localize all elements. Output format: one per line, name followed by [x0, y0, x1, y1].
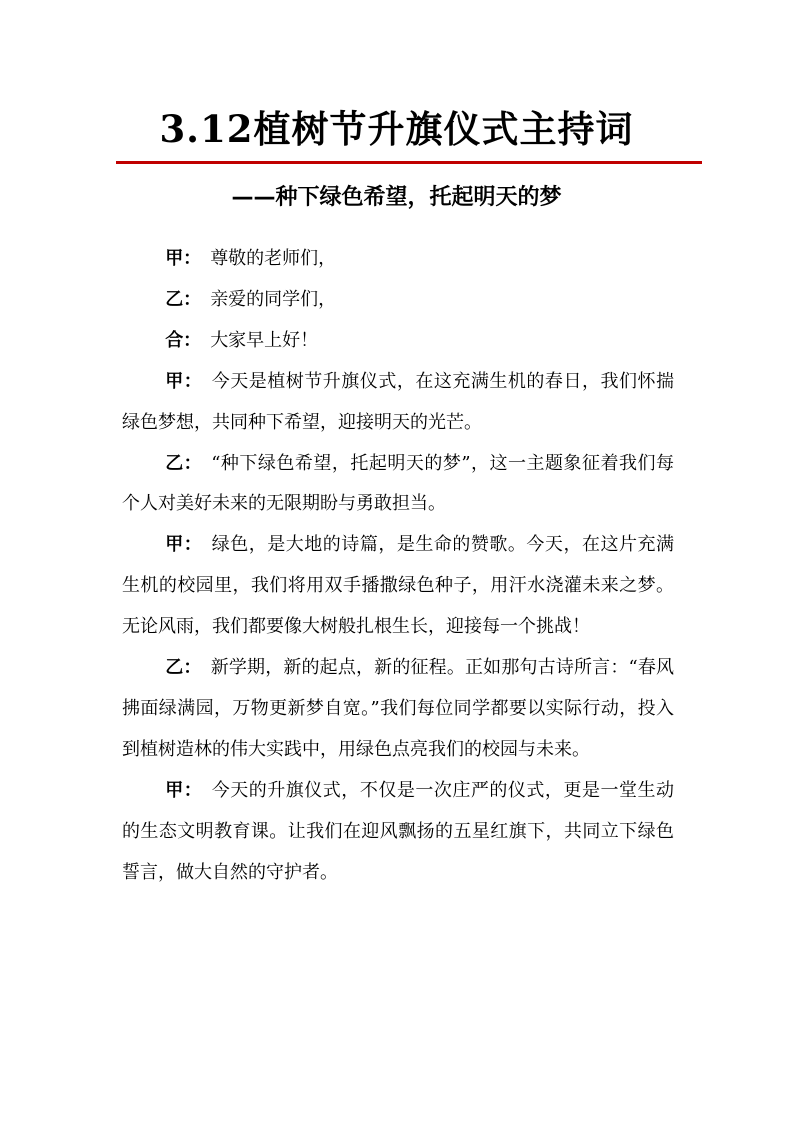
paragraph-text: 今天的升旗仪式，不仅是一次庄严的仪式，更是一堂生动的生态文明教育课。让我们在迎风飘扬的五星红旗下，共同立下绿色誓言，做大自然的守护者。 [122, 779, 675, 883]
paragraph [122, 362, 674, 444]
paragraph-text: 新学期，新的起点，新的征程。正如那句古诗所言：“春风拂面绿满园，万物更新梦自宽。”我们每位同学都要以实际行动，投入到植树造林的伟大实践中，用绿色点亮我们的校园与未来。 [122, 657, 675, 760]
paragraph-text: 亲爱的同学们， [210, 288, 337, 310]
speaker-label: 乙： [165, 288, 202, 310]
paragraph-text: 大家早上好！ [210, 329, 319, 351]
paragraph [122, 239, 674, 280]
document-title: 3.12植树节升旗仪式主持词 [159, 107, 634, 151]
paragraph [122, 771, 674, 894]
speaker-label: 甲： [165, 534, 203, 556]
paragraph [122, 280, 674, 321]
speaker-label: 甲： [165, 779, 203, 801]
paragraph [122, 444, 674, 526]
paragraph-text: 今天是植树节升旗仪式，在这充满生机的春日，我们怀揣绿色梦想，共同种下希望，迎接明天的光芒。 [122, 370, 675, 433]
paragraph [122, 321, 674, 362]
document-subtitle: ——种下绿色希望，托起明天的梦 [231, 185, 562, 210]
paragraph [122, 648, 674, 771]
speaker-label: 乙： [165, 657, 202, 679]
paragraph [122, 525, 674, 648]
speaker-label: 甲： [165, 248, 202, 269]
speaker-label: 甲： [165, 370, 203, 392]
document-body [122, 239, 674, 894]
title-underline-rule [116, 161, 702, 164]
paragraph-text: 尊敬的老师们， [210, 248, 337, 269]
paragraph-text: “种下绿色希望，托起明天的梦”，这一主题象征着我们每个人对美好未来的无限期盼与勇敢担当。 [122, 452, 675, 515]
speaker-label: 乙： [165, 452, 203, 474]
speaker-label: 合： [165, 329, 202, 351]
paragraph-text: 绿色，是大地的诗篇，是生命的赞歌。今天，在这片充满生机的校园里，我们将用双手播撒绿色种子，用汗水浇灌未来之梦。无论风雨，我们都要像大树般扎根生长，迎接每一个挑战！ [122, 534, 675, 638]
